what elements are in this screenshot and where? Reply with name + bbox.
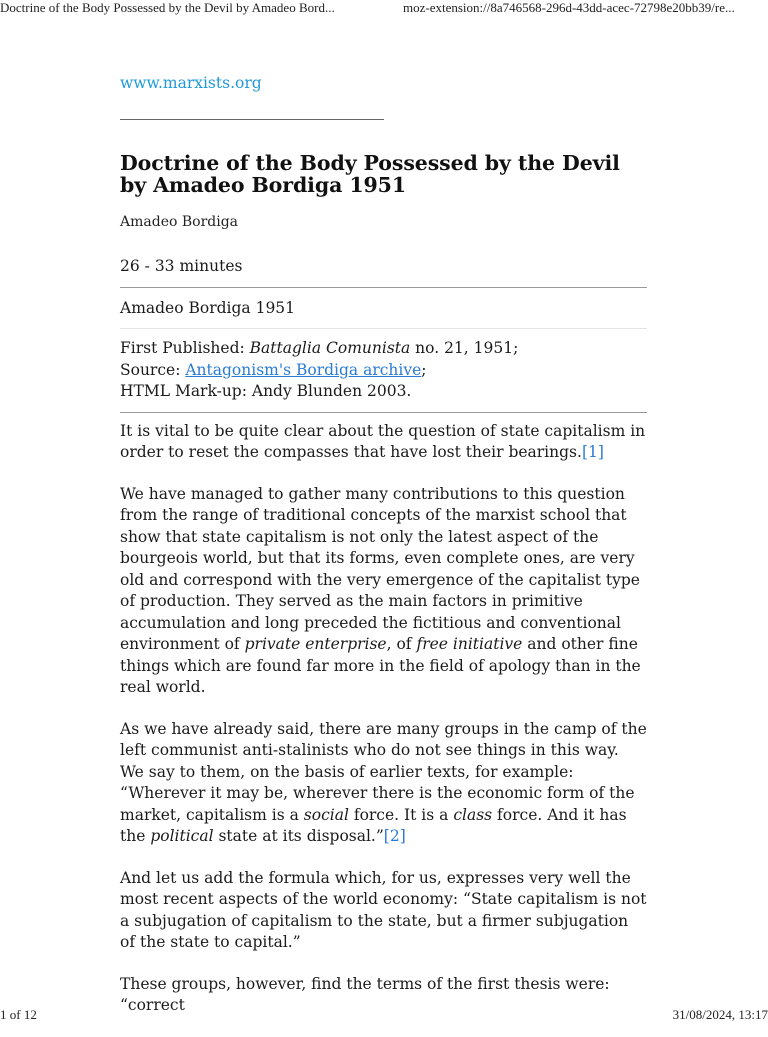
emphasis: free initiative bbox=[416, 635, 523, 653]
article-body bbox=[120, 421, 647, 1017]
print-header bbox=[0, 0, 768, 18]
paragraph bbox=[120, 719, 647, 848]
first-published-label: First Published: bbox=[120, 339, 250, 357]
first-published-issue: no. 21, 1951; bbox=[410, 339, 519, 357]
paragraph: These groups, however, find the terms of the first thesis were: “correct bbox=[120, 974, 610, 1014]
emphasis: social bbox=[303, 805, 349, 824]
source-end: ; bbox=[421, 360, 427, 379]
source-line bbox=[120, 360, 647, 382]
reading-time: 26 - 33 minutes bbox=[120, 257, 243, 275]
page-number: 1 of 12 bbox=[0, 1007, 37, 1022]
paragraph-text: , of bbox=[386, 635, 417, 653]
article bbox=[120, 72, 647, 1037]
site-link[interactable]: www.marxists.org bbox=[120, 74, 262, 92]
emphasis: class bbox=[453, 805, 493, 824]
paragraph bbox=[120, 421, 647, 464]
print-footer bbox=[0, 1007, 768, 1024]
paragraph-text: and other fine things which are found far more in the field of apology than in the real world. bbox=[120, 635, 641, 696]
article-subtitle: Amadeo Bordiga 1951 bbox=[120, 298, 296, 317]
emphasis: private enterprise bbox=[244, 635, 387, 653]
print-datetime: 31/08/2024, 13:17 bbox=[672, 1007, 768, 1022]
divider bbox=[120, 412, 647, 413]
footnote-link[interactable]: [2] bbox=[383, 827, 406, 845]
paragraph: And let us add the formula which, for us, expresses very well the most recent aspects of the world economy: “State capitalism is not a subjugation of capitalism to the state, but a firmer subjugation of the state to capital.” bbox=[120, 868, 647, 951]
divider bbox=[120, 328, 647, 329]
source-label: Source: bbox=[120, 360, 186, 379]
paragraph-text: As we have already said, there are many groups in the camp of the left communist anti-stalinists who do not see things in this way. We say to them, on the basis of earlier texts, for example: “Wherever it may be, wherever there is the economic form of the market, capitalism is a bbox=[120, 719, 647, 824]
article-title: Doctrine of the Body Possessed by the Devil by Amadeo Bordiga 1951 bbox=[120, 151, 620, 197]
paragraph-text: force. It is a bbox=[348, 805, 454, 824]
article-author: Amadeo Bordiga bbox=[120, 214, 239, 230]
emphasis: political bbox=[150, 827, 214, 845]
print-header-title: Doctrine of the Body Possessed by the Devil by Amadeo Bord... bbox=[0, 0, 335, 15]
paragraph-text: It is vital to be quite clear about the question of state capitalism in order to reset the compasses that have lost their bearings. bbox=[120, 421, 646, 461]
paragraph-text: We have managed to gather many contributions to this question from the range of traditional concepts of the marxist school that show that state capitalism is not only the latest aspect of the bourgeois world, but that its forms, even complete ones, are very old and correspond with the very emergence of the capitalist type of production. They served as the main factors in primitive accumulation and long preceded the fictitious and conventional environment of bbox=[120, 484, 640, 653]
print-header-url: moz-extension://8a746568-296d-43dd-acec-72798e20bb39/re... bbox=[403, 0, 735, 15]
first-published-publication: Battaglia Comunista bbox=[249, 339, 411, 357]
divider bbox=[120, 287, 647, 288]
site-divider bbox=[120, 119, 384, 120]
footnote-link[interactable]: [1] bbox=[581, 443, 604, 461]
paragraph-text: force. And it has the bbox=[120, 805, 627, 845]
paragraph bbox=[120, 484, 647, 699]
paragraph-text: state at its disposal.” bbox=[213, 827, 384, 845]
source-link[interactable]: Antagonism's Bordiga archive bbox=[185, 360, 422, 379]
publication-info bbox=[120, 338, 647, 403]
first-published-line bbox=[120, 338, 647, 360]
markup-credit: HTML Mark-up: Andy Blunden 2003. bbox=[120, 382, 412, 400]
